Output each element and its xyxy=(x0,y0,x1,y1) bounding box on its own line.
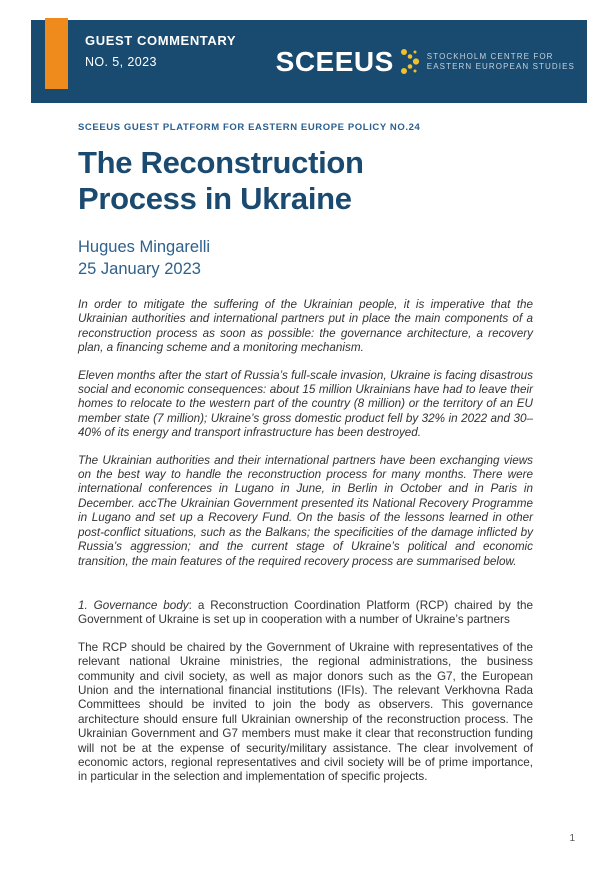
section-heading-number: 1. Governance body xyxy=(78,598,189,612)
section-heading xyxy=(78,599,533,628)
header-banner xyxy=(31,20,587,103)
logo-tagline-line1: STOCKHOLM CENTRE FOR xyxy=(426,51,554,61)
logo-tagline xyxy=(427,52,575,72)
lead-section xyxy=(78,298,533,569)
publication-date: 25 January 2023 xyxy=(78,260,201,278)
author-name: Hugues Mingarelli xyxy=(78,238,211,256)
series-kicker: GUEST COMMENTARY xyxy=(85,33,237,48)
lead-paragraph: In order to mitigate the suffering of the Ukrainian people, it is imperative that the Ukrainian authorities and international partners put in place the main components of a reconstruction process as soon as possible: the governance architecture, a recovery plan, a financing scheme and a monitoring mechanism. xyxy=(78,298,533,355)
sceeus-logo xyxy=(276,20,575,103)
orange-accent-bar xyxy=(45,18,68,89)
page-title-line2: Process in Ukraine xyxy=(78,181,352,216)
page-title-line1: The Reconstruction xyxy=(78,145,364,180)
sceeus-wordmark: SCEEUS xyxy=(275,45,394,77)
section-heading-text: : a Reconstruction Coordination Platform (RCP) chaired by the Government of Ukraine is set up in cooperation with a number of Ukraine’s partners xyxy=(78,598,533,627)
page-title xyxy=(78,145,533,217)
article-content xyxy=(78,103,533,798)
logo-tagline-line2: EASTERN EUROPEAN STUDIES xyxy=(426,61,575,71)
dots-chevron-icon xyxy=(400,46,421,77)
page-number: 1 xyxy=(569,833,575,844)
lead-paragraph: Eleven months after the start of Russia’s full-scale invasion, Ukraine is facing disastrous social and economic consequences: about 15 million Ukrainians have had to leave their homes to relocate to the western part of the country (8 million) or the territory of an EU member state (7 million); Ukraine’s gross domestic product fell by 32% in 2022 and 30–40% of its energy and transport infrastructure has been destroyed. xyxy=(78,368,533,440)
section-paragraph: The RCP should be chaired by the Government of Ukraine with representatives of the relevant national Ukraine ministries, the regional administrations, the business community and civil society, as well as major donors such as the G7, the European Union and the international financial institutions (IFIs). The relevant Verkhovna Rada Committees should be invited to join the body as observers. This governance architecture should ensure full Ukrainian ownership of the reconstruction process. The Ukrainian Government and G7 members must make it clear that reconstruction funding will not be at the expense of security/military assistance. The clear involvement of economic actors, regional representatives and civil society will be of prime importance, in particular in the selection and implementation of specific projects. xyxy=(78,640,533,784)
issue-number: NO. 5, 2023 xyxy=(85,55,157,69)
byline xyxy=(78,236,533,280)
platform-eyebrow: SCEEUS GUEST PLATFORM FOR EASTERN EUROPE POLICY NO.24 xyxy=(78,122,421,133)
lead-paragraph: The Ukrainian authorities and their international partners have been exchanging views on the best way to handle the reconstruction process for many months. There were international conferences in Lugano in June, in Berlin in October and in Paris in December. accThe Ukrainian Government presented its National Recovery Programme in Lugano and set up a Recovery Fund. On the basis of the lessons learned in other post-conflict situations, such as the Balkans; the specificities of the damage inflicted by Russia’s aggression; and the current stage of Ukraine’s political and economic transition, the main features of the required recovery process are summarised below. xyxy=(78,453,533,568)
banner-text-block xyxy=(85,32,236,71)
